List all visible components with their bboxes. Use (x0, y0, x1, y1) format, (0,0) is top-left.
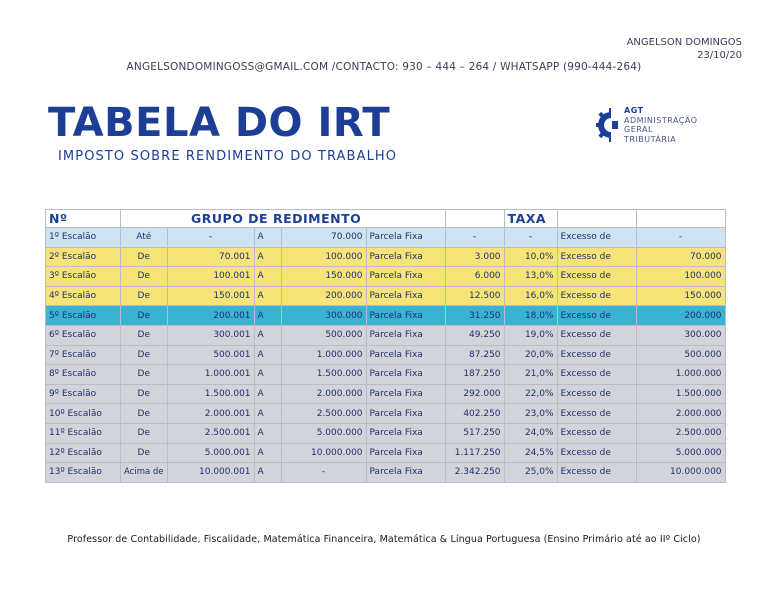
row-taxa: 16,0% (504, 286, 557, 306)
row-taxa: 23,0% (504, 404, 557, 424)
row-escalao: 5º Escalão (46, 306, 121, 326)
row-preposition: De (121, 306, 168, 326)
header-no: Nº (46, 210, 121, 228)
logo-line2: GERAL (624, 125, 653, 134)
row-from-value: 5.000.001 (167, 443, 254, 463)
row-excesso-label: Excesso de (557, 247, 636, 267)
row-preposition: De (121, 247, 168, 267)
row-parcela-label: Parcela Fixa (366, 423, 445, 443)
row-parcela-label: Parcela Fixa (366, 267, 445, 287)
row-a-label: A (254, 365, 281, 385)
row-a-label: A (254, 384, 281, 404)
row-parcela-fixa: 6.000 (445, 267, 504, 287)
row-excesso-label: Excesso de (557, 404, 636, 424)
row-excesso-value: 70.000 (636, 247, 725, 267)
row-a-label: A (254, 306, 281, 326)
row-parcela-fixa: 2.342.250 (445, 463, 504, 483)
row-parcela-label: Parcela Fixa (366, 463, 445, 483)
row-taxa: 19,0% (504, 325, 557, 345)
row-excesso-label: Excesso de (557, 365, 636, 385)
row-excesso-value: 1.000.000 (636, 365, 725, 385)
table-row (46, 267, 726, 287)
author-block (627, 36, 742, 62)
footer-note: Professor de Contabilidade, Fiscalidade, Matemática Financeira, Matemática & Língua Portuguesa (Ensino Primário até ao IIº Ciclo) (67, 534, 701, 545)
row-excesso-label: Excesso de (557, 325, 636, 345)
irt-table (45, 209, 726, 483)
row-to-value: 150.000 (281, 267, 366, 287)
row-escalao: 4º Escalão (46, 286, 121, 306)
row-preposition: De (121, 286, 168, 306)
row-to-value: 1.000.000 (281, 345, 366, 365)
row-escalao: 11º Escalão (46, 423, 121, 443)
row-a-label: A (254, 325, 281, 345)
row-excesso-value: 150.000 (636, 286, 725, 306)
row-parcela-label: Parcela Fixa (366, 365, 445, 385)
gear-icon (596, 106, 626, 144)
table-row (46, 404, 726, 424)
table-row (46, 463, 726, 483)
row-preposition: De (121, 384, 168, 404)
logo-line3: TRIBUTÁRIA (624, 134, 677, 144)
row-excesso-label: Excesso de (557, 463, 636, 483)
table-row (46, 247, 726, 267)
row-excesso-value: 2.000.000 (636, 404, 725, 424)
row-taxa: 22,0% (504, 384, 557, 404)
row-from-value: 150.001 (167, 286, 254, 306)
row-escalao: 2º Escalão (46, 247, 121, 267)
table-row (46, 286, 726, 306)
logo-line1: ADMINISTRAÇÃO (624, 115, 698, 125)
row-preposition: De (121, 267, 168, 287)
row-excesso-value: 10.000.000 (636, 463, 725, 483)
row-parcela-label: Parcela Fixa (366, 325, 445, 345)
row-parcela-fixa: 31.250 (445, 306, 504, 326)
row-from-value: 200.001 (167, 306, 254, 326)
row-parcela-label: Parcela Fixa (366, 306, 445, 326)
row-a-label: A (254, 463, 281, 483)
table-header-row (46, 210, 726, 228)
row-preposition: De (121, 325, 168, 345)
row-preposition: Até (121, 228, 168, 248)
row-taxa: 18,0% (504, 306, 557, 326)
page-subtitle: IMPOSTO SOBRE RENDIMENTO DO TRABALHO (58, 149, 398, 164)
row-parcela-label: Parcela Fixa (366, 247, 445, 267)
table-row (46, 306, 726, 326)
row-taxa: 24,5% (504, 443, 557, 463)
table-row (46, 365, 726, 385)
logo-abbr: AGT (624, 106, 644, 115)
row-a-label: A (254, 443, 281, 463)
row-parcela-fixa: 12.500 (445, 286, 504, 306)
row-excesso-label: Excesso de (557, 286, 636, 306)
table-row (46, 384, 726, 404)
row-excesso-value: 100.000 (636, 267, 725, 287)
row-excesso-label: Excesso de (557, 423, 636, 443)
table-row (46, 228, 726, 248)
agt-logo (596, 104, 726, 148)
row-from-value: 2.500.001 (167, 423, 254, 443)
row-escalao: 6º Escalão (46, 325, 121, 345)
row-taxa: 24,0% (504, 423, 557, 443)
row-excesso-value: 200.000 (636, 306, 725, 326)
row-preposition: De (121, 423, 168, 443)
row-excesso-value: 300.000 (636, 325, 725, 345)
row-parcela-fixa: 1.117.250 (445, 443, 504, 463)
row-taxa: 25,0% (504, 463, 557, 483)
page-title: TABELA DO IRT (48, 100, 391, 146)
row-escalao: 8º Escalão (46, 365, 121, 385)
row-excesso-label: Excesso de (557, 443, 636, 463)
row-to-value: 2.000.000 (281, 384, 366, 404)
row-parcela-label: Parcela Fixa (366, 443, 445, 463)
row-excesso-value: 2.500.000 (636, 423, 725, 443)
row-a-label: A (254, 267, 281, 287)
row-to-value: 10.000.000 (281, 443, 366, 463)
row-taxa: 21,0% (504, 365, 557, 385)
row-to-value: 200.000 (281, 286, 366, 306)
row-excesso-label: Excesso de (557, 228, 636, 248)
header-taxa: TAXA (504, 210, 557, 228)
row-excesso-value: 1.500.000 (636, 384, 725, 404)
row-excesso-value: 5.000.000 (636, 443, 725, 463)
row-to-value: 2.500.000 (281, 404, 366, 424)
row-parcela-fixa: 402.250 (445, 404, 504, 424)
row-escalao: 7º Escalão (46, 345, 121, 365)
row-parcela-label: Parcela Fixa (366, 228, 445, 248)
row-to-value: 5.000.000 (281, 423, 366, 443)
logo-text (624, 106, 697, 144)
row-from-value: 70.001 (167, 247, 254, 267)
row-taxa: 13,0% (504, 267, 557, 287)
row-from-value: 300.001 (167, 325, 254, 345)
row-from-value: 10.000.001 (167, 463, 254, 483)
row-to-value: 1.500.000 (281, 365, 366, 385)
row-excesso-value: - (636, 228, 725, 248)
row-a-label: A (254, 404, 281, 424)
row-parcela-fixa: - (445, 228, 504, 248)
row-a-label: A (254, 247, 281, 267)
author-name: ANGELSON DOMINGOS (626, 37, 742, 48)
row-excesso-value: 500.000 (636, 345, 725, 365)
row-to-value: - (281, 463, 366, 483)
row-parcela-fixa: 187.250 (445, 365, 504, 385)
table-row (46, 325, 726, 345)
row-preposition: De (121, 443, 168, 463)
row-escalao: 1º Escalão (46, 228, 121, 248)
row-escalao: 3º Escalão (46, 267, 121, 287)
row-excesso-label: Excesso de (557, 345, 636, 365)
row-preposition: De (121, 404, 168, 424)
row-excesso-label: Excesso de (557, 267, 636, 287)
contact-line: ANGELSONDOMINGOSS@GMAIL.COM /CONTACTO: 930 – 444 – 264 / WHATSAPP (990-444-264) (126, 61, 642, 73)
row-excesso-label: Excesso de (557, 384, 636, 404)
header-grupo: GRUPO DE REDIMENTO (121, 210, 446, 228)
row-excesso-label: Excesso de (557, 306, 636, 326)
row-from-value: 500.001 (167, 345, 254, 365)
row-parcela-fixa: 49.250 (445, 325, 504, 345)
row-taxa: 20,0% (504, 345, 557, 365)
row-taxa: 10,0% (504, 247, 557, 267)
row-preposition: Acima de (121, 463, 168, 483)
row-escalao: 13º Escalão (46, 463, 121, 483)
table-row (46, 423, 726, 443)
row-parcela-fixa: 87.250 (445, 345, 504, 365)
table-row (46, 443, 726, 463)
row-to-value: 500.000 (281, 325, 366, 345)
row-a-label: A (254, 345, 281, 365)
row-taxa: - (504, 228, 557, 248)
row-from-value: 2.000.001 (167, 404, 254, 424)
row-parcela-label: Parcela Fixa (366, 286, 445, 306)
row-parcela-fixa: 292.000 (445, 384, 504, 404)
row-to-value: 300.000 (281, 306, 366, 326)
row-from-value: - (167, 228, 254, 248)
row-to-value: 100.000 (281, 247, 366, 267)
row-parcela-label: Parcela Fixa (366, 404, 445, 424)
row-preposition: De (121, 345, 168, 365)
row-a-label: A (254, 423, 281, 443)
row-escalao: 10º Escalão (46, 404, 121, 424)
row-parcela-label: Parcela Fixa (366, 384, 445, 404)
row-escalao: 9º Escalão (46, 384, 121, 404)
row-a-label: A (254, 286, 281, 306)
row-from-value: 100.001 (167, 267, 254, 287)
row-to-value: 70.000 (281, 228, 366, 248)
row-parcela-fixa: 517.250 (445, 423, 504, 443)
row-parcela-label: Parcela Fixa (366, 345, 445, 365)
row-escalao: 12º Escalão (46, 443, 121, 463)
table-row (46, 345, 726, 365)
row-from-value: 1.500.001 (167, 384, 254, 404)
row-preposition: De (121, 365, 168, 385)
document-date: 23/10/20 (697, 50, 742, 61)
row-a-label: A (254, 228, 281, 248)
row-parcela-fixa: 3.000 (445, 247, 504, 267)
row-from-value: 1.000.001 (167, 365, 254, 385)
